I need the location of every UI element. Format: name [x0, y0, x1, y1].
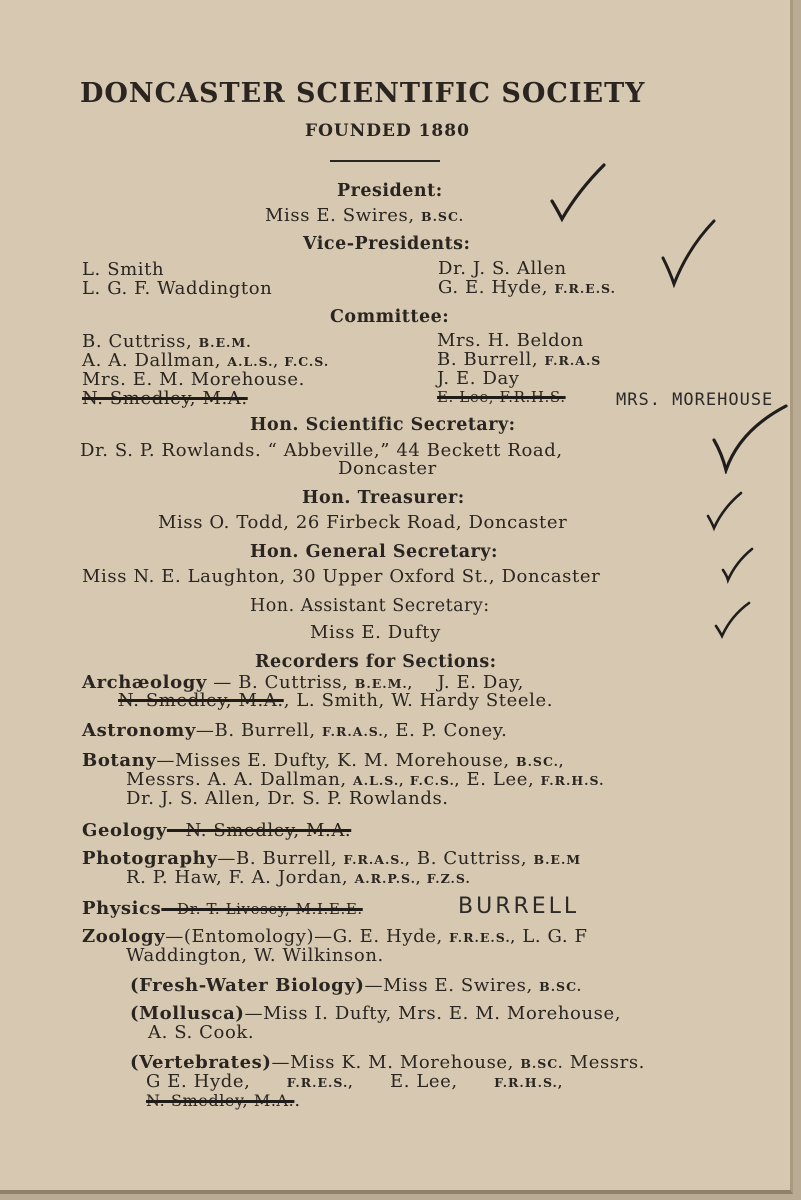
- botany-l2: Messrs. A. A. Dallman,: [126, 769, 347, 790]
- astronomy-qual: F.R.A.S.,: [322, 724, 390, 739]
- photography-q2: B.E.M: [533, 852, 582, 867]
- vertebrates-l2-mid: E. Lee,: [389, 1071, 458, 1092]
- zoology-label: Zoology: [82, 926, 166, 947]
- hon-gen-sec-heading: Hon. General Secretary:: [250, 542, 498, 562]
- committee-left-3: Mrs. E. M. Morehouse.: [82, 369, 305, 390]
- hon-sci-sec-line2: Doncaster: [338, 458, 437, 479]
- committee-right-1: Mrs. H. Beldon: [437, 330, 584, 351]
- recorders-heading: Recorders for Sections:: [255, 652, 497, 672]
- vertebrates-l2: G E. Hyde,: [146, 1071, 251, 1092]
- mollusca-l1: —Miss I. Dufty, Mrs. E. M. Morehouse,: [244, 1003, 622, 1024]
- title-divider: [330, 160, 440, 162]
- geology-line: [82, 820, 351, 841]
- botany-label: Botany: [82, 750, 157, 771]
- zoology-l1: —(Entomology)—G. E. Hyde,: [165, 926, 443, 947]
- president-heading: President:: [337, 181, 443, 201]
- botany-l2-qual2: F.R.H.S.: [540, 773, 605, 788]
- astronomy-line: [82, 720, 507, 741]
- committee-left-2-name: A. A. Dallman,: [82, 350, 222, 371]
- zoology-q1: F.R.E.S.,: [449, 930, 517, 945]
- hon-sci-sec-heading: Hon. Scientific Secretary:: [250, 415, 516, 435]
- archaeology-l2-rest: , L. Smith, W. Hardy Steele.: [283, 690, 554, 711]
- vertebrates-label: (Vertebrates): [130, 1052, 272, 1073]
- vertebrates-l2-qual: F.R.E.S.,: [286, 1075, 354, 1090]
- vp-left-2: L. G. F. Waddington: [82, 278, 273, 299]
- committee-left-2: [82, 350, 329, 371]
- committee-left-1: [82, 331, 252, 352]
- archaeology-l1: — B. Cuttriss,: [213, 672, 349, 693]
- checkmark-icon: [660, 218, 718, 288]
- photography-label: Photography: [82, 848, 218, 869]
- checkmark-icon: [705, 490, 745, 532]
- astronomy-end: E. P. Coney.: [395, 720, 508, 741]
- geology-struck: —N. Smedley, M.A.: [166, 820, 352, 841]
- mollusca-line2: A. S. Cook.: [148, 1022, 255, 1043]
- vertebrates-l3-struck: N. Smedley, M.A.: [146, 1091, 295, 1110]
- committee-left-4-struck: N. Smedley, M.A.: [82, 388, 248, 409]
- botany-line1: [82, 750, 564, 771]
- botany-l1-qual: B.SC.,: [516, 754, 565, 769]
- handwritten-morehouse: MRS. MOREHOUSE: [616, 390, 774, 410]
- archaeology-label: Archæology: [82, 672, 207, 693]
- zoology-line1: [82, 926, 588, 947]
- society-title: DONCASTER SCIENTIFIC SOCIETY: [80, 78, 646, 109]
- vertebrates-line1: [130, 1052, 645, 1073]
- hon-sci-sec-line1: Dr. S. P. Rowlands. “ Abbeville,” 44 Beckett Road,: [80, 440, 563, 461]
- vertebrates-l2-qual2: F.R.H.S.,: [494, 1075, 564, 1090]
- botany-l1: —Misses E. Dufty, K. M. Morehouse,: [156, 750, 510, 771]
- geology-label: Geology: [82, 820, 167, 841]
- vp-right-2-qual: F.R.E.S.: [554, 281, 616, 296]
- checkmark-icon: [720, 546, 756, 584]
- hon-asst-sec-heading: Hon. Assistant Secretary:: [250, 596, 490, 616]
- astronomy-label: Astronomy: [82, 720, 196, 741]
- hon-asst-sec-line: Miss E. Dufty: [310, 622, 441, 643]
- botany-l2-qual1: A.L.S., F.C.S.,: [353, 773, 461, 788]
- physics-struck: —Dr. T. Livesey, M.I.E.E.: [161, 900, 363, 918]
- botany-line3: Dr. J. S. Allen, Dr. S. P. Rowlands.: [126, 788, 449, 809]
- freshwater-text: —Miss E. Swires,: [364, 975, 533, 996]
- vertebrates-line2: [146, 1071, 563, 1092]
- vertebrates-line3: N. Smedley, M.A..: [146, 1090, 301, 1111]
- zoology-l1-end: L. G. F: [522, 926, 588, 947]
- archaeology-l1-qual: B.E.M.,: [354, 676, 414, 691]
- committee-left-2-qual: A.L.S., F.C.S.: [227, 354, 330, 369]
- committee-right-3: J. E. Day: [437, 368, 520, 389]
- vertebrates-l1-end: Messrs.: [569, 1052, 646, 1073]
- photography-line2: [126, 867, 471, 888]
- vice-presidents-heading: Vice-Presidents:: [303, 234, 471, 254]
- photography-line1: [82, 848, 581, 869]
- committee-left-1-qual: B.E.M.: [198, 335, 252, 350]
- photography-q3: A.R.P.S., F.Z.S.: [354, 871, 471, 886]
- photography-l1: —B. Burrell,: [217, 848, 338, 869]
- zoology-line2: Waddington, W. Wilkinson.: [126, 945, 384, 966]
- president-qual: B.SC.: [421, 209, 465, 224]
- committee-left-1-name: B. Cuttriss,: [82, 331, 193, 352]
- photography-l2: R. P. Haw, F. A. Jordan,: [126, 867, 349, 888]
- vertebrates-l1-qual: B.SC.: [520, 1056, 564, 1071]
- committee-right-2-qual: F.R.A.S: [544, 353, 602, 368]
- archaeology-line2: [118, 690, 553, 711]
- committee-right-2: [437, 349, 601, 370]
- freshwater-line: [130, 975, 582, 996]
- president-entry: [265, 205, 464, 226]
- physics-label: Physics: [82, 898, 162, 919]
- photography-q1: F.R.A.S.,: [343, 852, 411, 867]
- committee-right-4-struck: E. Lee, F.R.H.S.: [437, 388, 566, 406]
- vp-right-1: Dr. J. S. Allen: [438, 258, 567, 279]
- checkmark-icon: [710, 402, 790, 474]
- vp-right-2-name: G. E. Hyde,: [438, 277, 549, 298]
- mollusca-line1: [130, 1003, 621, 1024]
- physics-line: [82, 898, 363, 919]
- checkmark-icon: [713, 600, 753, 640]
- hon-treasurer-heading: Hon. Treasurer:: [302, 488, 465, 508]
- vp-left-1: L. Smith: [82, 259, 165, 280]
- vertebrates-l1: —Miss K. M. Morehouse,: [271, 1052, 514, 1073]
- mollusca-label: (Mollusca): [130, 1003, 245, 1024]
- founded-line: FOUNDED 1880: [305, 121, 470, 141]
- astronomy-l1: —B. Burrell,: [195, 720, 316, 741]
- president-name: Miss E. Swires,: [265, 205, 415, 226]
- hon-treasurer-line: Miss O. Todd, 26 Firbeck Road, Doncaster: [158, 512, 568, 533]
- committee-heading: Committee:: [330, 307, 450, 327]
- freshwater-qual: B.SC.: [539, 979, 583, 994]
- freshwater-label: (Fresh-Water Biology): [130, 975, 365, 996]
- botany-l2-mid: E. Lee,: [466, 769, 535, 790]
- vp-right-2: [438, 277, 616, 298]
- archaeology-l2-struck: N. Smedley, M.A.: [118, 690, 284, 711]
- checkmark-icon: [548, 163, 608, 223]
- botany-line2: [126, 769, 604, 790]
- archaeology-l1-end: J. E. Day,: [437, 672, 524, 693]
- photography-l1-mid: B. Cuttriss,: [416, 848, 528, 869]
- handwritten-burrell: BURRELL: [458, 894, 580, 919]
- hon-gen-sec-line: Miss N. E. Laughton, 30 Upper Oxford St., Doncaster: [82, 566, 601, 587]
- committee-right-2-name: B. Burrell,: [437, 349, 539, 370]
